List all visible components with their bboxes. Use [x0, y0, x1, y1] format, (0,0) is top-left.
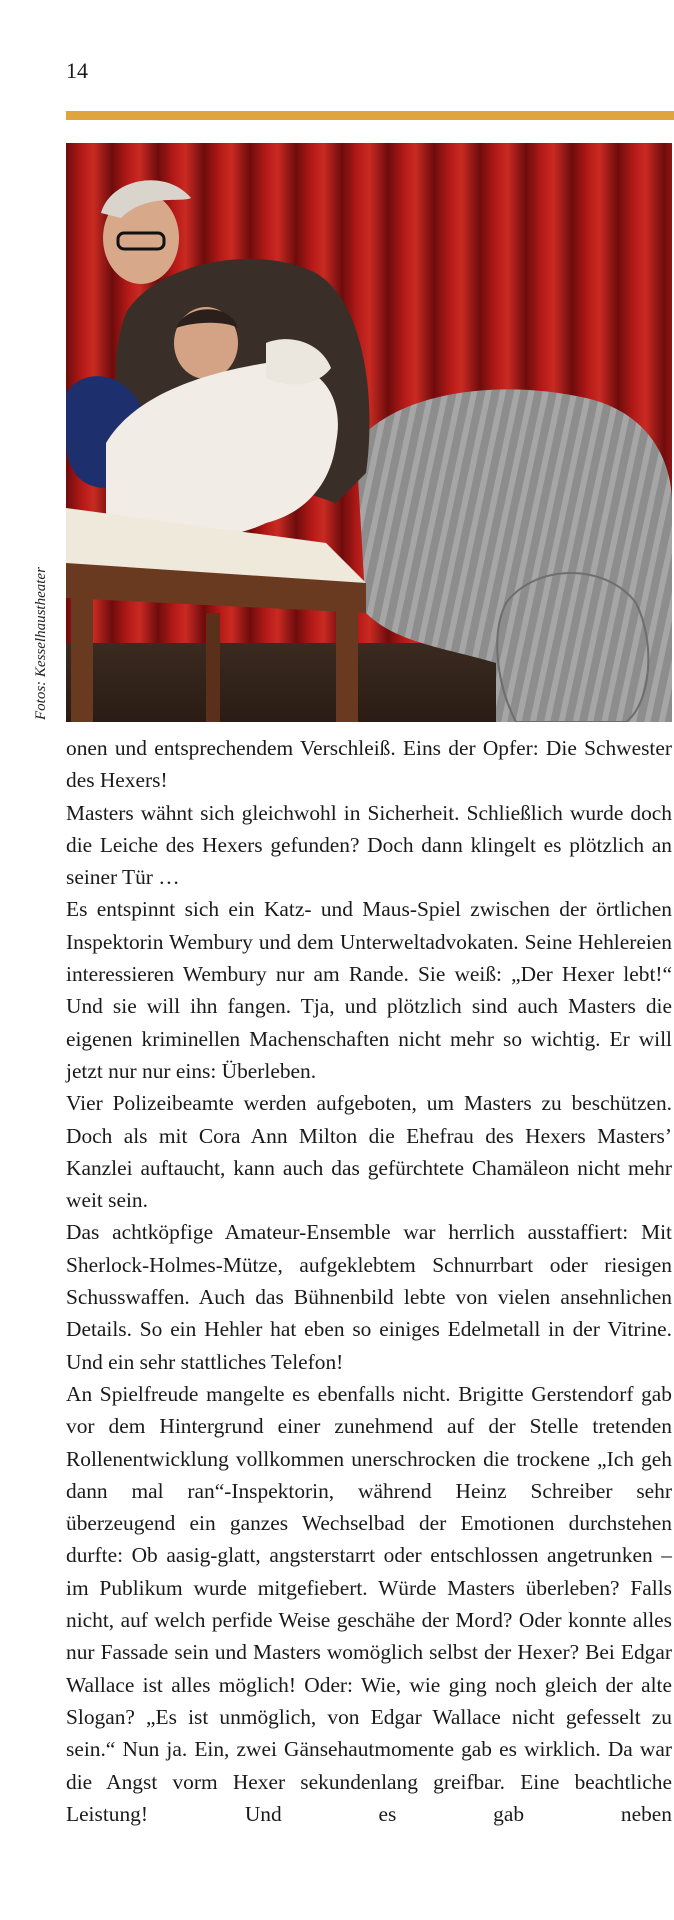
article-paragraph: Das achtköpfige Amateur-Ensemble war herrlich ausstaffiert: Mit Sherlock-Holmes-Mütze, aufgeklebtem Schnurrbart oder riesigen Schusswaffen. Auch das Bühnenbild lebte von vielen ansehnlichen Details. So ein Hehler hat eben so einiges Edelmetall in der Vitrine. Und ein sehr stattliches Telefon!: [66, 1220, 672, 1374]
article-body: [66, 732, 672, 1830]
photo-credit: [32, 567, 50, 738]
article-paragraph: Vier Polizeibeamte werden aufgeboten, um Masters zu beschützen. Doch als mit Cora Ann Milton die Ehefrau des Hexers Masters’ Kanzlei auftaucht, kann auch das gefürchtete Chamäleon nicht mehr weit sein.: [66, 1091, 672, 1213]
page-number: 14: [66, 58, 88, 83]
article-paragraph: An Spielfreude mangelte es ebenfalls nicht. Brigitte Gerstendorf gab vor dem Hintergrund einer zunehmend auf der Stelle tretenden Rollenentwicklung vollkommen unerschrocken die trockene „Ich geh dann mal ran“-Inspektorin, während Heinz Schreiber sehr überzeugend ein ganzes Wechselbad der Emotionen durchstehen durfte: Ob aasig-glatt, angsterstarrt oder entschlossen angetrunken – im Publikum wurde mitgefiebert. Würde Masters überleben? Falls nicht, auf welch perfide Weise geschähe der Mord? Oder konnte alles nur Fassade sein und Masters womöglich selbst der Hexer? Bei Edgar Wallace ist alles möglich! Oder: Wie, wie ging noch gleich der alte Slogan? „Es ist unmöglich, von Edgar Wallace nicht gefesselt zu sein.“ Nun ja. Ein, zwei Gänsehautmomente gab es wirklich. Da war die Angst vorm Hexer sekundenlang greifbar. Eine beachtliche Leistung! Und es gab neben: [66, 1381, 672, 1826]
stage-photo: [66, 143, 672, 722]
header-rule: [66, 111, 674, 120]
photo-credit-text: Fotos: Kesselhaustheater: [33, 567, 49, 720]
article-paragraph: Es entspinnt sich ein Katz- und Maus-Spiel zwischen der örtlichen Inspektorin Wembury und dem Unterweltadvokaten. Seine Hehlereien interessieren Wembury nur am Rande. Sie weiß: „Der Hexer lebt!“ Und sie will ihn fangen. Tja, und plötzlich sind auch Masters die eigenen kriminellen Machenschaften nicht mehr so wichtig. Er will jetzt nur nur eins: Überleben.: [66, 897, 672, 1083]
article-paragraph: onen und entsprechendem Verschleiß. Eins der Opfer: Die Schwester des Hexers!: [66, 736, 672, 793]
article-paragraph: Masters wähnt sich gleichwohl in Sicherheit. Schließlich wurde doch die Leiche des Hexers gefunden? Doch dann klingelt es plötzlich an seiner Tür …: [66, 800, 672, 890]
